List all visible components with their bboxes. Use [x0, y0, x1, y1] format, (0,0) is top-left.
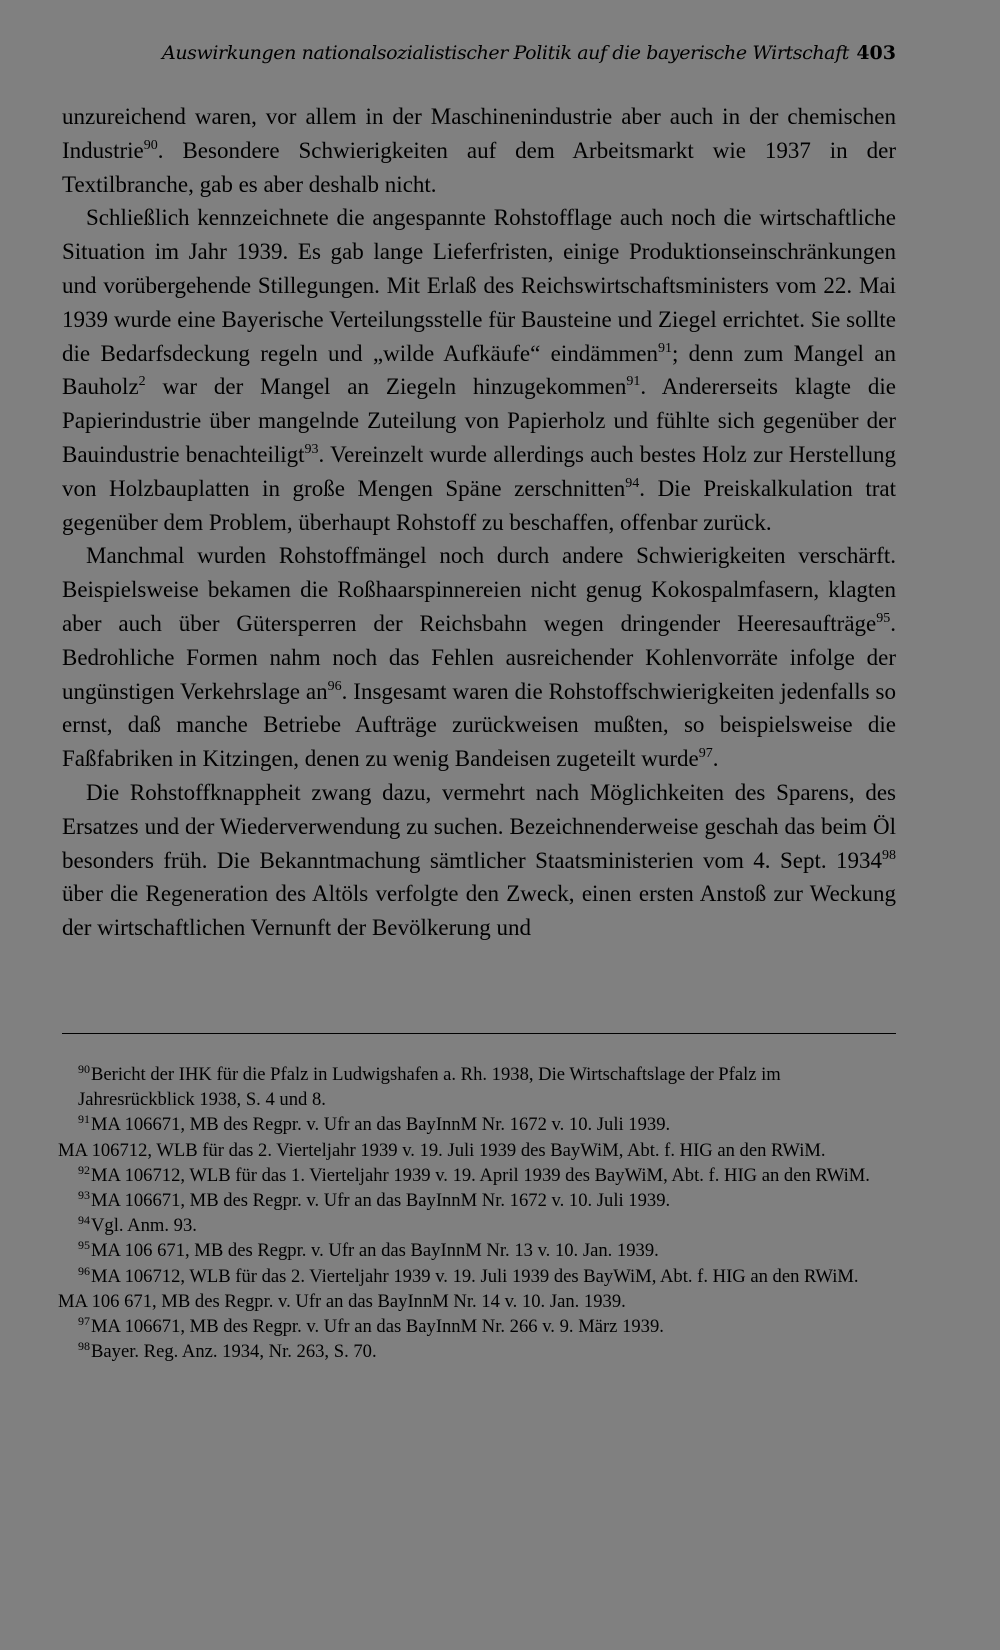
- text-segment: . Vereinzelt wurde allerdings auch bestes Holz zur Herstellung von Holzbauplatten in große Mengen Späne zerschnitten: [62, 441, 902, 501]
- text-segment: Die Rohstoffknappheit zwang dazu, vermehrt nach Möglichkeiten des Sparens, des Ersatzes und der Wiederverwendung zu suchen. Bezeichnenderweise geschah das beim Öl besonders früh. Die Bekanntmachung sämtlicher Staatsministerien vom 4. Sept. 1934: [62, 779, 902, 873]
- footnote: [58, 1289, 896, 1314]
- text-segment: unzureichend waren, vor allem in der Maschinenindustrie aber auch in der chemischen Industrie: [62, 104, 902, 163]
- footnote-text: Bericht der IHK für die Pfalz in Ludwigshafen a. Rh. 1938, Die Wirtschaftslage der Pfalz im Jahresrückblick 1938, S. 4 und 8.: [78, 1064, 781, 1111]
- running-title: Auswirkungen nationalsozialistischer Politik auf die bayerische Wirtschaft: [162, 42, 849, 64]
- footnote-reference: 93: [304, 441, 319, 457]
- footnote-text: MA 106 671, MB des Regpr. v. Ufr an das BayInnM Nr. 14 v. 10. Jan. 1939.: [58, 1290, 626, 1312]
- footnote-number: 97: [78, 1314, 90, 1329]
- footnote-text: MA 106671, MB des Regpr. v. Ufr an das BayInnM Nr. 1672 v. 10. Juli 1939.: [91, 1190, 671, 1212]
- text-segment: . Andererseits klagte die Papierindustrie über mangelnde Zuteilung von Papierholz und fühlte sich gegenüber der Bauindustrie benachteiligt: [62, 374, 902, 467]
- footnote-reference: 91: [657, 340, 672, 356]
- footnote-number: 94: [78, 1213, 90, 1228]
- page-header: [60, 42, 896, 76]
- footnote-reference: 98: [882, 847, 896, 863]
- footnote-reference: 91: [626, 374, 641, 390]
- footnote-number: 90: [78, 1062, 90, 1076]
- footnote-text: MA 106712, WLB für das 1. Vierteljahr 1939 v. 19. April 1939 des BayWiM, Abt. f. HIG an den RWiM.: [91, 1164, 870, 1186]
- footnote-reference: 94: [625, 475, 640, 491]
- paragraph: [62, 201, 902, 539]
- text-segment: . Insgesamt waren die Rohstoffschwierigkeiten jedenfalls so ernst, daß manche Betriebe Aufträge zurückweisen mußten, so beispielsweise die Faßfabriken in Kitzingen, denen zu wenig Bandeisen zugeteilt wurde: [62, 678, 902, 772]
- footnote-text: Vgl. Anm. 93.: [91, 1215, 197, 1237]
- footnote: [58, 1238, 896, 1263]
- footnote: [58, 1188, 896, 1213]
- page-number: 403: [856, 42, 896, 64]
- footnote-reference: 96: [327, 678, 342, 694]
- footnote: [58, 1339, 896, 1364]
- footnote-number: 98: [78, 1339, 90, 1354]
- paragraph: [62, 100, 902, 201]
- text-segment: .: [712, 746, 719, 772]
- footnote: [58, 1138, 896, 1163]
- footnote-number: 95: [78, 1238, 90, 1253]
- footnote: [58, 1314, 896, 1339]
- footnote-reference: 95: [876, 610, 891, 626]
- text-segment: . Bedrohliche Formen nahm noch das Fehlen ausreichender Kohlenvorräte infolge der ungünstigen Verkehrslage an: [62, 610, 902, 704]
- text-segment: . Besondere Schwierigkeiten auf dem Arbeitsmarkt wie 1937 in der Textilbranche, gab es aber deshalb nicht.: [62, 137, 902, 197]
- text-segment: Manchmal wurden Rohstoffmängel noch durch andere Schwierigkeiten verschärft. Beispielsweise bekamen die Roßhaarspinnereien nicht genug Kokospalmfasern, klagten aber auch über Gütersperren der Reichsbahn wegen dringender Heeresaufträge: [62, 543, 902, 636]
- footnote-number: 91: [78, 1112, 90, 1127]
- paragraph: [62, 776, 902, 945]
- footnote-number: 92: [78, 1162, 90, 1177]
- footnote-divider: [62, 1033, 896, 1034]
- paragraph: [62, 539, 902, 776]
- footnote: [58, 1163, 896, 1188]
- footnote: [58, 1213, 896, 1238]
- text-segment: . Die Preiskalkulation trat gegenüber dem Problem, überhaupt Rohstoff zu beschaffen, offenbar zurück.: [62, 475, 902, 535]
- text-segment: war der Mangel an Ziegeln hinzugekommen: [145, 374, 627, 400]
- footnote-number: 93: [78, 1188, 90, 1203]
- footnote-reference: 2: [138, 374, 146, 390]
- footnotes: [58, 1062, 896, 1364]
- text-segment: Schließlich kennzeichnete die angespannte Rohstofflage auch noch die wirtschaftliche Situation im Jahr 1939. Es gab lange Lieferfristen, einige Produktionseinschränkungen und vorübergehende Stillegungen. Mit Erlaß des Reichswirtschaftsministers vom 22. Mai 1939 wurde eine Bayerische Verteilungsstelle für Bausteine und Ziegel errichtet. Sie sollte die Bedarfsdeckung regeln und „wilde Aufkäufe“ eindämmen: [62, 205, 902, 366]
- footnote-reference: 90: [143, 137, 158, 153]
- text-segment: über die Regeneration des Altöls verfolgte den Zweck, einen ersten Anstoß zur Weckung der wirtschaftlichen Vernunft der Bevölkerung und: [62, 847, 902, 941]
- text-segment: ; denn zum Mangel an Bauholz: [62, 340, 902, 400]
- footnote-text: Bayer. Reg. Anz. 1934, Nr. 263, S. 70.: [91, 1341, 377, 1363]
- body-text: [62, 100, 902, 945]
- footnote-text: MA 106671, MB des Regpr. v. Ufr an das BayInnM Nr. 1672 v. 10. Juli 1939.: [91, 1114, 671, 1136]
- footnote: [58, 1264, 896, 1289]
- footnote: [58, 1062, 896, 1112]
- footnote-text: MA 106712, WLB für das 2. Vierteljahr 1939 v. 19. Juli 1939 des BayWiM, Abt. f. HIG an den RWiM.: [91, 1265, 859, 1287]
- footnote-text: MA 106 671, MB des Regpr. v. Ufr an das BayInnM Nr. 13 v. 10. Jan. 1939.: [91, 1240, 659, 1262]
- footnote-reference: 97: [698, 746, 713, 762]
- footnote-text: MA 106712, WLB für das 2. Vierteljahr 1939 v. 19. Juli 1939 des BayWiM, Abt. f. HIG an den RWiM.: [58, 1139, 826, 1161]
- footnote-text: MA 106671, MB des Regpr. v. Ufr an das BayInnM Nr. 266 v. 9. März 1939.: [91, 1316, 664, 1338]
- footnote-number: 96: [78, 1263, 90, 1278]
- footnote: [58, 1112, 896, 1137]
